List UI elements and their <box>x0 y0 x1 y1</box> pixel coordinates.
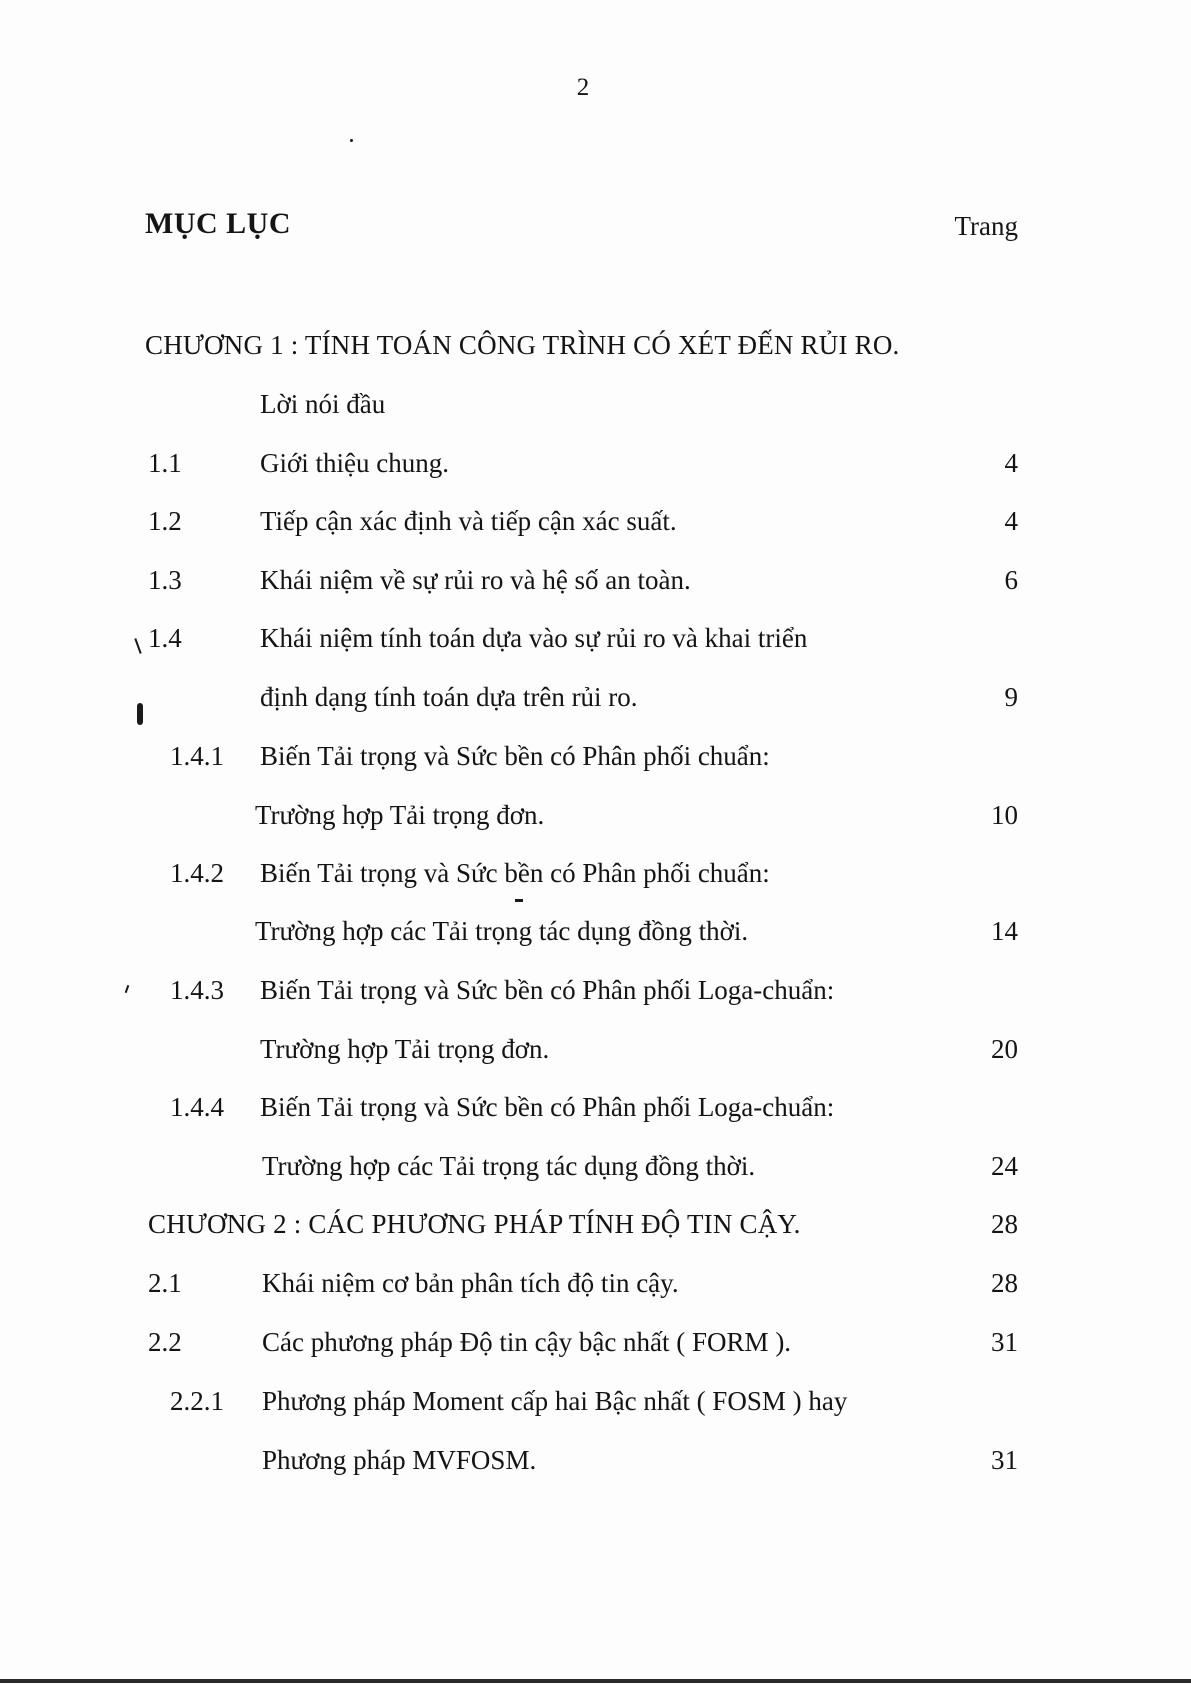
toc-row <box>0 446 1191 480</box>
toc-entry-title: Phương pháp Moment cấp hai Bậc nhất ( FOSM ) hay <box>262 1386 848 1416</box>
toc-row-continuation <box>0 1149 1191 1183</box>
page-column-label: Trang <box>954 211 1018 241</box>
toc-row <box>0 973 1191 1007</box>
toc-entry-title: Biến Tải trọng và Sức bền có Phân phối Loga-chuẩn: <box>260 1092 835 1122</box>
toc-entry-title: Khái niệm cơ bản phân tích độ tin cậy. <box>262 1268 679 1298</box>
toc-entry-number: 1.4.3 <box>170 975 224 1005</box>
toc-entry-page: 9 <box>1004 682 1018 712</box>
toc-entry-number: 2.1 <box>148 1268 182 1298</box>
scan-speck <box>350 139 353 142</box>
toc-row <box>0 621 1191 655</box>
toc-row <box>0 1384 1191 1418</box>
toc-entry-title: Trường hợp các Tải trọng tác dụng đồng thời. <box>262 1151 756 1181</box>
toc-entry-title: Tiếp cận xác định và tiếp cận xác suất. <box>260 506 677 536</box>
toc-entry-page: 4 <box>1004 448 1018 478</box>
toc-row <box>0 1266 1191 1300</box>
toc-entry-title: Phương pháp MVFOSM. <box>262 1445 537 1475</box>
toc-row <box>0 1325 1191 1359</box>
toc-entry-title: Biến Tải trọng và Sức bền có Phân phối Loga-chuẩn: <box>260 975 835 1005</box>
toc-row <box>0 856 1191 890</box>
toc-row-continuation <box>0 798 1191 832</box>
toc-entry-title: Trường hợp các Tải trọng tác dụng đồng thời. <box>255 916 749 946</box>
toc-entry-number: 1.2 <box>148 506 182 536</box>
toc-row <box>0 387 1191 421</box>
toc-row <box>0 504 1191 538</box>
toc-entry-number: 2.2.1 <box>170 1386 224 1416</box>
toc-heading: MỤC LỤC <box>145 207 291 240</box>
toc-chapter-title: CHƯƠNG 1 : TÍNH TOÁN CÔNG TRÌNH CÓ XÉT ĐẾN RỦI RO. <box>145 330 900 360</box>
toc-entry-number: 1.4 <box>148 623 182 653</box>
toc-entry-page: 24 <box>991 1151 1018 1181</box>
toc-entry-page: 14 <box>991 916 1018 946</box>
toc-entry-title: Giới thiệu chung. <box>260 448 449 478</box>
toc-row-continuation <box>0 1443 1191 1477</box>
toc-entry-title: Trường hợp Tải trọng đơn. <box>260 1034 550 1064</box>
toc-entry-page: 31 <box>991 1327 1018 1357</box>
toc-chapter-row <box>0 328 1191 362</box>
toc-chapter-title: CHƯƠNG 2 : CÁC PHƯƠNG PHÁP TÍNH ĐỘ TIN CẬY. <box>148 1209 801 1239</box>
toc-entry-page: 10 <box>991 800 1018 830</box>
toc-row-continuation <box>0 1032 1191 1066</box>
toc-row <box>0 739 1191 773</box>
toc-entry-page: 31 <box>991 1445 1018 1475</box>
toc-entry-number: 1.3 <box>148 565 182 595</box>
toc-entry-title: Lời nói đầu <box>260 389 386 419</box>
toc-entry-title: Biến Tải trọng và Sức bền có Phân phối chuẩn: <box>260 858 770 888</box>
toc-entry-title: Khái niệm về sự rủi ro và hệ số an toàn. <box>260 565 691 595</box>
toc-entry-page: 28 <box>991 1268 1018 1298</box>
toc-entry-title: Khái niệm tính toán dựa vào sự rủi ro và khai triển <box>260 623 808 653</box>
toc-chapter-row <box>0 1207 1191 1241</box>
page-number: 2 <box>576 74 590 101</box>
toc-entry-number: 2.2 <box>148 1327 182 1357</box>
toc-entry-number: 1.4.2 <box>170 858 224 888</box>
toc-row <box>0 1090 1191 1124</box>
toc-row-continuation <box>0 680 1191 714</box>
toc-entry-number: 1.4.4 <box>170 1092 224 1122</box>
toc-entry-number: 1.1 <box>148 448 182 478</box>
toc-entry-page: 20 <box>991 1034 1018 1064</box>
toc-entry-number: 1.4.1 <box>170 741 224 771</box>
scan-speck <box>137 703 143 725</box>
toc-row <box>0 563 1191 597</box>
toc-entry-title: Trường hợp Tải trọng đơn. <box>255 800 545 830</box>
toc-entry-title: định dạng tính toán dựa trên rủi ro. <box>260 682 638 712</box>
toc-entry-page: 6 <box>1004 565 1018 595</box>
toc-row-continuation <box>0 914 1191 948</box>
scan-speck <box>515 899 523 902</box>
toc-entry-page: 28 <box>991 1209 1018 1239</box>
toc-entry-title: Biến Tải trọng và Sức bền có Phân phối chuẩn: <box>260 741 770 771</box>
toc-entry-title: Các phương pháp Độ tin cậy bậc nhất ( FORM ). <box>262 1327 792 1357</box>
toc-entry-page: 4 <box>1004 506 1018 536</box>
scan-edge-line <box>0 1679 1191 1683</box>
